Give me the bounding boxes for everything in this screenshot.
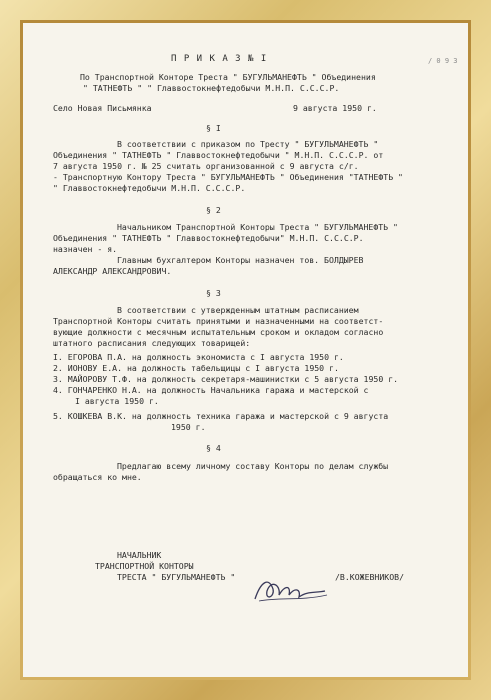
s3-line-4: штатного расписания следующих товарищей: [53,338,251,348]
place: Село Новая Письмянка [53,103,152,113]
s1-line-5: " Главвостокнефтедобычи М.Н.П. С.С.С.Р. [53,183,246,193]
s3-item-3: 3. МАЙОРОВУ Т.Ф. на должность секретаря-машинистки с 5 августа 1950 г. [53,374,399,384]
sign-title-1: НАЧАЛЬНИК [117,550,162,560]
s3-line-2: Транспортной Конторы считать принятыми и назначенными на соответст- [53,316,384,326]
s3-item-1: I. ЕГОРОВА П.А. на должность экономиста с I августа 1950 г. [53,352,344,362]
date: 9 августа 1950 г. [293,103,377,113]
s3-item-2: 2. ИОНОВУ Е.А. на должность табельщицы с I августа 1950 г. [53,363,339,373]
sign-title-2: ТРАНСПОРТНОЙ КОНТОРЫ [95,561,194,571]
s4-line-2: обращаться ко мне. [53,472,142,482]
signatory-name: /В.КОЖЕВНИКОВ/ [335,572,405,582]
header-line-1: По Транспортной Конторе Треста " БУГУЛЬМАНЕФТЬ " Объединения [80,72,376,82]
document-page [23,23,468,677]
s3-line-3: вующие должности с месячным испытательным сроком и окладом согласно [53,327,384,337]
corner-mark: / 0 9 3 [428,57,458,65]
s3-item-5b: 1950 г. [171,422,206,432]
s1-line-1: В соответствии с приказом по Тресту " БУГУЛЬМАНЕФТЬ " [117,139,379,149]
handwritten-signature [251,571,329,611]
s2-line-2: Объединения " ТАТНЕФТЬ " Главвостокнефтедобычи" М.Н.П. С.С.С.Р. [53,233,364,243]
s4-line-1: Предлагаю всему личному составу Конторы по делам службы [117,461,389,471]
doc-title: П Р И К А З № I [171,54,268,64]
s1-line-2: Объединения " ТАТНЕФТЬ " Главвостокнефтедобычи " М.Н.П. С.С.С.Р. от [53,150,384,160]
s2-line-3: назначен - я. [53,244,118,254]
section-2-mark: § 2 [206,205,221,215]
header-line-2: " ТАТНЕФТЬ " " Главвостокнефтедобычи М.Н.П. С.С.С.Р. [83,83,340,93]
section-3-mark: § 3 [206,288,221,298]
s2-line-5: АЛЕКСАНДР АЛЕКСАНДРОВИЧ. [53,266,172,276]
s3-item-5a: 5. КОШКЕВА В.К. на должность техника гаража и мастерской с 9 августа [53,411,389,421]
s3-line-1: В соответствии с утвержденным штатным расписанием [117,305,359,315]
section-4-mark: § 4 [206,443,221,453]
s2-line-1: Начальником Транспортной Конторы Треста " БУГУЛЬМАНЕФТЬ " [117,222,398,232]
sign-title-3: ТРЕСТА " БУГУЛЬМАНЕФТЬ " [117,572,236,582]
s3-item-4b: I августа 1950 г. [75,396,159,406]
s1-line-4: - Транспортную Контору Треста " БУГУЛЬМАНЕФТЬ " Объединения "ТАТНЕФТЬ " [53,172,403,182]
s3-item-4a: 4. ГОНЧАРЕНКО Н.А. на должность Начальника гаража и мастерской с [53,385,369,395]
s1-line-3: 7 августа 1950 г. № 25 считать организованной с 9 августа с/г. [53,161,359,171]
section-1-mark: § I [206,123,221,133]
s2-line-4: Главным бухгалтером Конторы назначен тов. БОЛДЫРЕВ [117,255,364,265]
